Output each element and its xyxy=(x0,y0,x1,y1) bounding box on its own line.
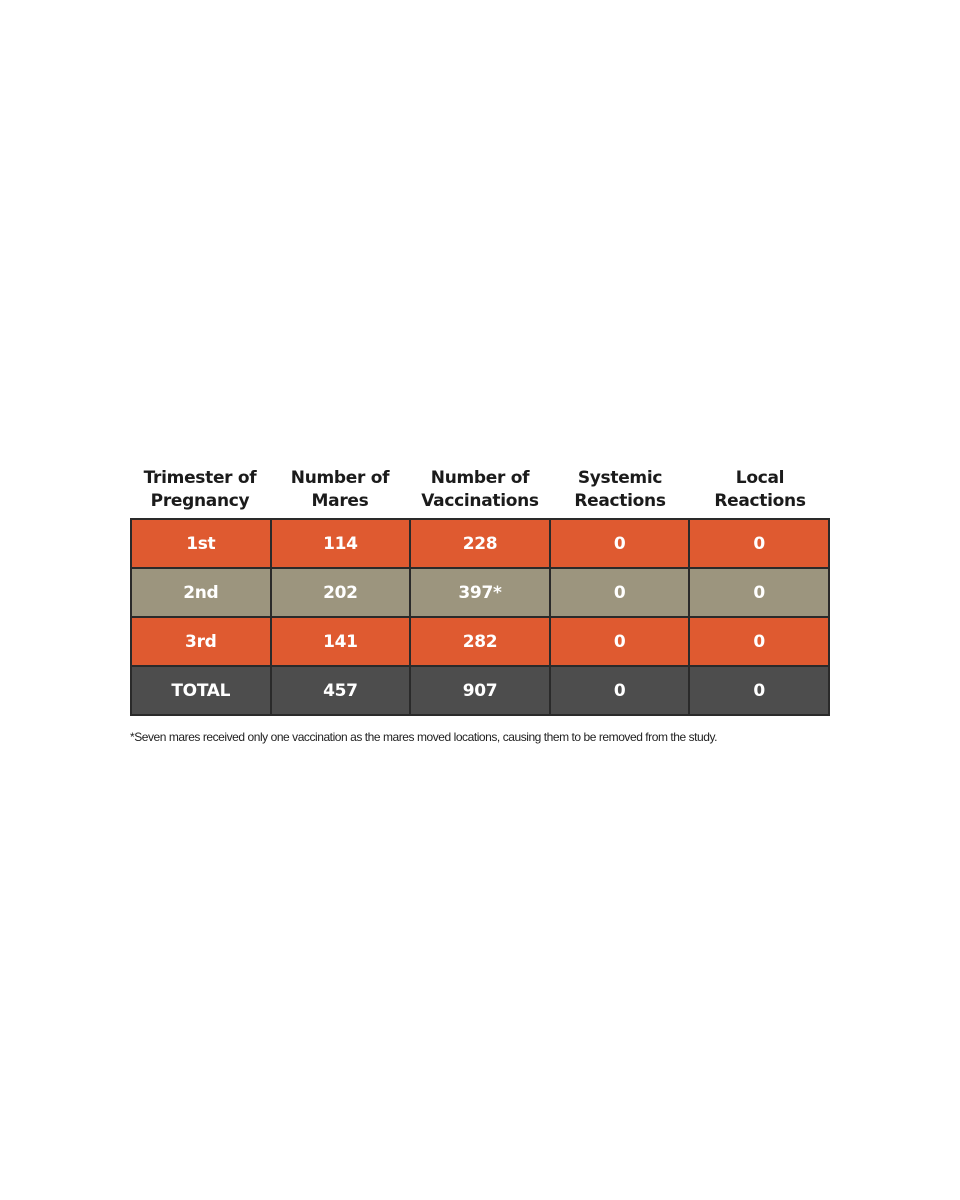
cell-trimester: 2nd xyxy=(183,582,219,603)
cell-systemic-reactions: 0 xyxy=(549,667,689,714)
cell-mares: 114 xyxy=(270,520,410,567)
header-local-line1: Local xyxy=(735,468,785,488)
cell-trimester: TOTAL xyxy=(171,680,231,701)
cell-vaccinations: 282 xyxy=(409,618,549,665)
table-footnote: *Seven mares received only one vaccination as the mares moved locations, causing them to be removed from the study. xyxy=(130,730,718,744)
cell-trimester: 1st xyxy=(186,533,216,554)
cell-systemic-reactions: 0 xyxy=(549,618,689,665)
cell-vaccinations: 397* xyxy=(409,569,549,616)
cell-mares: 202 xyxy=(270,569,410,616)
header-systemic-reactions xyxy=(550,462,690,518)
header-vaccinations-line1: Number of xyxy=(430,468,530,488)
header-local-line2: Reactions xyxy=(714,491,806,511)
header-number-of-mares xyxy=(270,462,410,518)
header-local-reactions xyxy=(690,462,830,518)
table-row xyxy=(132,616,828,665)
table-row-total xyxy=(132,665,828,714)
cell-mares: 457 xyxy=(270,667,410,714)
cell-mares: 141 xyxy=(270,618,410,665)
table-row xyxy=(132,520,828,567)
table-header-row xyxy=(130,462,830,518)
header-mares-line1: Number of xyxy=(290,468,390,488)
header-number-of-vaccinations xyxy=(410,462,550,518)
cell-systemic-reactions: 0 xyxy=(549,520,689,567)
header-systemic-line2: Reactions xyxy=(574,491,666,511)
vaccination-table xyxy=(130,462,830,716)
cell-local-reactions: 0 xyxy=(688,569,828,616)
cell-local-reactions: 0 xyxy=(688,618,828,665)
cell-local-reactions: 0 xyxy=(688,667,828,714)
header-mares-line2: Mares xyxy=(311,491,369,511)
cell-local-reactions: 0 xyxy=(688,520,828,567)
header-trimester-line2: Pregnancy xyxy=(150,491,250,511)
cell-systemic-reactions: 0 xyxy=(549,569,689,616)
cell-vaccinations: 907 xyxy=(409,667,549,714)
cell-vaccinations: 228 xyxy=(409,520,549,567)
header-systemic-line1: Systemic xyxy=(577,468,663,488)
table-row xyxy=(132,567,828,616)
header-trimester-line1: Trimester of xyxy=(143,468,257,488)
header-trimester xyxy=(130,462,270,518)
header-vaccinations-line2: Vaccinations xyxy=(421,491,539,511)
table-body xyxy=(130,518,830,716)
cell-trimester: 3rd xyxy=(185,631,217,652)
